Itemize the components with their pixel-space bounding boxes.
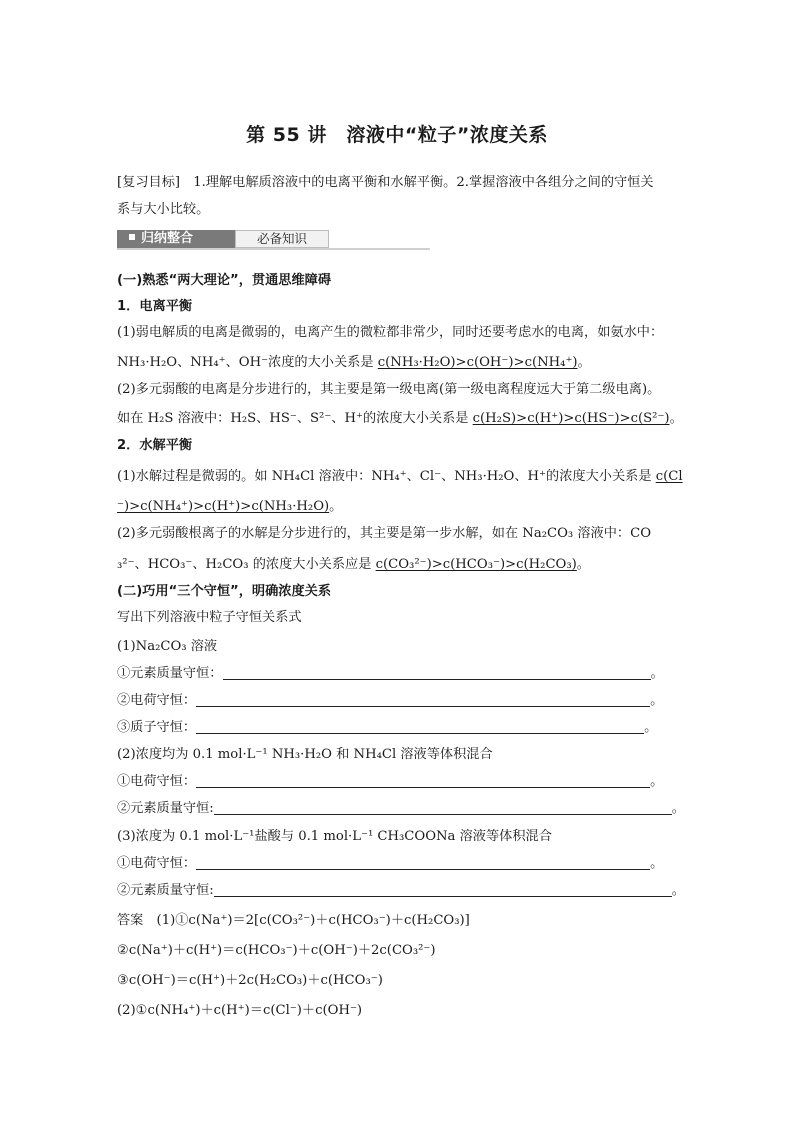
para-1-answer: c(NH₃·H₂O)>c(OH⁻)>c(NH₄⁺) bbox=[377, 355, 578, 370]
q1-charge-balance-label: ②电荷守恒： bbox=[117, 693, 197, 708]
q2-charge-balance-blank[interactable] bbox=[196, 773, 650, 788]
q2-charge-balance-row bbox=[117, 773, 663, 791]
review-goals-line-2: 系与大小比较。 bbox=[117, 202, 210, 217]
para-1-text: NH₃·H₂O、NH₄⁺、OH⁻浓度的大小关系是 bbox=[117, 355, 378, 370]
period: 。 bbox=[650, 856, 664, 871]
para-2-answer: c(H₂S)>c(H⁺)>c(HS⁻)>c(S²⁻) bbox=[472, 411, 670, 426]
period: 。 bbox=[576, 557, 590, 572]
page-title: 第 55 讲 溶液中“粒子”浓度关系 bbox=[246, 124, 548, 146]
answer-line-1: 答案 (1)①c(Na⁺)＝2[c(CO₃²⁻)＋c(HCO₃⁻)＋c(H₂CO₃)] bbox=[117, 913, 470, 928]
answer-line-4: (2)①c(NH₄⁺)＋c(H⁺)＝c(Cl⁻)＋c(OH⁻) bbox=[117, 1003, 363, 1018]
period: 。 bbox=[577, 355, 591, 370]
q1-charge-balance-row bbox=[117, 692, 663, 710]
para-3-answer-end: ⁻)>c(NH₄⁺)>c(H⁺)>c(NH₃·H₂O) bbox=[117, 499, 330, 514]
banner-label-light: 必备知识 bbox=[235, 230, 329, 248]
para-2-line-1: (2)多元弱酸的电离是分步进行的，其主要是第一级电离(第一级电离程度远大于第二级电离)。 bbox=[117, 382, 661, 397]
para-2-text: 如在 H₂S 溶液中：H₂S、HS⁻、S²⁻、H⁺的浓度大小关系是 bbox=[117, 411, 473, 426]
period: 。 bbox=[329, 499, 343, 514]
para-2-line-2 bbox=[117, 410, 683, 428]
period: 。 bbox=[669, 411, 683, 426]
q3-charge-balance-row bbox=[117, 855, 663, 873]
q1-proton-balance-row bbox=[117, 719, 657, 737]
para-3-line-2 bbox=[117, 498, 342, 516]
para-3-line-1 bbox=[117, 468, 683, 486]
para-4-answer: c(CO₃²⁻)>c(HCO₃⁻)>c(H₂CO₃) bbox=[375, 557, 577, 572]
q1-proton-balance-blank[interactable] bbox=[196, 719, 644, 734]
q1-mass-balance-row bbox=[117, 665, 664, 683]
section-banner bbox=[117, 228, 430, 250]
period: 。 bbox=[650, 774, 664, 789]
para-4-line-1: (2)多元弱酸根离子的水解是分步进行的，其主要是第一步水解，如在 Na₂CO₃ 溶液中：CO bbox=[117, 526, 652, 541]
q1-proton-balance-label: ③质子守恒： bbox=[117, 720, 197, 735]
q1-mass-balance-label: ①元素质量守恒： bbox=[117, 666, 223, 681]
q2-charge-balance-label: ①电荷守恒： bbox=[117, 774, 197, 789]
section-1-heading: (一)熟悉“两大理论”，贯通思维障碍 bbox=[117, 273, 332, 288]
q2-mass-balance-blank[interactable] bbox=[214, 800, 672, 815]
question-1: (1)Na₂CO₃ 溶液 bbox=[117, 639, 218, 654]
para-1-line-2 bbox=[117, 354, 591, 372]
q1-mass-balance-blank[interactable] bbox=[223, 665, 651, 680]
para-3-answer-start: c(Cl bbox=[655, 469, 683, 484]
period: 。 bbox=[671, 883, 685, 898]
subsection-ionization: 1．电离平衡 bbox=[117, 299, 193, 314]
square-bullet-icon bbox=[129, 234, 135, 240]
para-4-text: ₃²⁻、HCO₃⁻、H₂CO₃ 的浓度大小关系应是 bbox=[117, 557, 376, 572]
banner-left-text: 归纳整合 bbox=[141, 231, 194, 246]
period: 。 bbox=[671, 801, 685, 816]
subsection-hydrolysis: 2．水解平衡 bbox=[117, 438, 193, 453]
para-1-line-1: (1)弱电解质的电离是微弱的，电离产生的微粒都非常少，同时还要考虑水的电离，如氨水中： bbox=[117, 325, 664, 340]
section-2-heading: (二)巧用“三个守恒”，明确浓度关系 bbox=[117, 584, 332, 599]
q3-mass-balance-blank[interactable] bbox=[214, 882, 672, 897]
q2-mass-balance-row bbox=[117, 800, 685, 818]
q3-charge-balance-label: ①电荷守恒： bbox=[117, 856, 197, 871]
banner-underline bbox=[117, 248, 430, 250]
review-goals-line-1: [复习目标] 1.理解电解质溶液中的电离平衡和水解平衡。2.掌握溶液中各组分之间的守恒关 bbox=[117, 175, 654, 190]
q3-charge-balance-blank[interactable] bbox=[196, 855, 650, 870]
period: 。 bbox=[650, 693, 664, 708]
answer-line-3: ③c(OH⁻)＝c(H⁺)＋2c(H₂CO₃)＋c(HCO₃⁻) bbox=[117, 973, 383, 988]
question-2: (2)浓度均为 0.1 mol·L⁻¹ NH₃·H₂O 和 NH₄Cl 溶液等体积混合 bbox=[117, 747, 493, 762]
para-3-text: (1)水解过程是微弱的。如 NH₄Cl 溶液中：NH₄⁺、Cl⁻、NH₃·H₂O、H⁺的浓度大小关系是 bbox=[117, 469, 656, 484]
period: 。 bbox=[650, 666, 664, 681]
banner-label-dark bbox=[117, 230, 235, 248]
section-2-intro: 写出下列溶液中粒子守恒关系式 bbox=[117, 610, 302, 625]
q3-mass-balance-label: ②元素质量守恒: bbox=[117, 883, 214, 898]
para-4-line-2 bbox=[117, 556, 590, 574]
q2-mass-balance-label: ②元素质量守恒: bbox=[117, 801, 214, 816]
q1-charge-balance-blank[interactable] bbox=[196, 692, 650, 707]
period: 。 bbox=[644, 720, 658, 735]
question-3: (3)浓度为 0.1 mol·L⁻¹盐酸与 0.1 mol·L⁻¹ CH₃COONa 溶液等体积混合 bbox=[117, 829, 552, 844]
answer-line-2: ②c(Na⁺)＋c(H⁺)＝c(HCO₃⁻)＋c(OH⁻)＋2c(CO₃²⁻) bbox=[117, 943, 436, 958]
q3-mass-balance-row bbox=[117, 882, 685, 900]
